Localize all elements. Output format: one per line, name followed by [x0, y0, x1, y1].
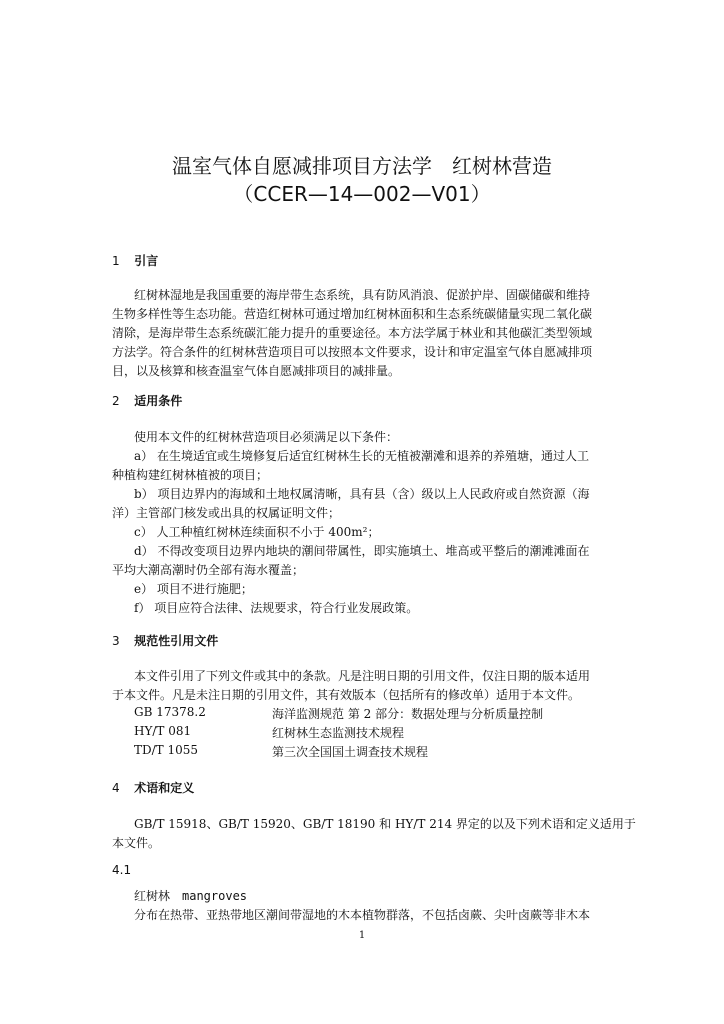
section-title: 术语和定义 [134, 781, 195, 795]
paragraph-line: GB/T 15918、GB/T 15920、GB/T 18190 和 HY/T 214 界定的以及下列术语和定义适用于 [134, 817, 636, 831]
document-title: 温室气体自愿减排项目方法学 红树林营造 [172, 154, 552, 178]
reference-code: GB 17378.2 [134, 705, 206, 719]
paragraph-line: 红树林湿地是我国重要的海岸带生态系统，具有防风消浪、促淤护岸、固碳储碳和维持 [134, 288, 591, 302]
list-item-continuation: 洋）主管部门核发或出具的权属证明文件； [112, 506, 341, 520]
list-item: f） 项目应符合法律、法规要求，符合行业发展政策。 [134, 601, 419, 615]
reference-code: HY/T 081 [134, 724, 192, 738]
term-heading: 红树林 mangroves [134, 889, 248, 903]
list-item-continuation: 平均大潮高潮时仍全部有海水覆盖； [112, 563, 305, 577]
list-item: d） 不得改变项目边界内地块的潮间带属性，即实施填土、堆高或平整后的潮滩滩面在 [134, 544, 590, 558]
section-heading-4 [112, 779, 194, 796]
section-heading-2 [112, 392, 182, 409]
paragraph-line: 于本文件。凡是未注日期的引用文件，其有效版本（包括所有的修改单）适用于本文件。 [112, 688, 581, 702]
list-item: c） 人工种植红树林连续面积不小于 400m²； [134, 525, 380, 539]
section-number: 4 [112, 781, 120, 795]
section-title: 规范性引用文件 [134, 634, 219, 648]
section-title: 适用条件 [134, 394, 183, 408]
subsection-number: 4.1 [112, 863, 132, 877]
paragraph-line: 本文件。 [112, 836, 161, 850]
list-item: e） 项目不进行施肥； [134, 582, 253, 596]
paragraph-line: 生物多样性等生态功能。营造红树林可通过增加红树林面积和生态系统碳储量实现二氧化碳 [112, 307, 593, 321]
reference-title: 第三次全国国土调查技术规程 [272, 745, 429, 759]
page-number: 1 [358, 930, 366, 941]
paragraph-line: 方法学。符合条件的红树林营造项目可以按照本文件要求，设计和审定温室气体自愿减排项 [112, 345, 593, 359]
list-item: b） 项目边界内的海域和土地权属清晰，具有县（含）级以上人民政府或自然资源（海 [134, 487, 590, 501]
term-definition: 分布在热带、亚热带地区潮间带湿地的木本植物群落，不包括卤蕨、尖叶卤蕨等非木本 [134, 908, 591, 922]
section-heading-1 [112, 252, 158, 269]
paragraph-line: 使用本文件的红树林营造项目必须满足以下条件： [134, 430, 399, 444]
section-number: 2 [112, 394, 120, 408]
list-item: a） 在生境适宜或生境修复后适宜红树林生长的无植被潮滩和退养的养殖塘，通过人工 [134, 449, 589, 463]
reference-code: TD/T 1055 [134, 743, 199, 757]
section-heading-3 [112, 632, 218, 649]
section-title: 引言 [134, 254, 159, 268]
paragraph-line: 清除，是海岸带生态系统碳汇能力提升的重要途径。本方法学属于林业和其他碳汇类型领域 [112, 326, 593, 340]
list-item-continuation: 种植构建红树林植被的项目； [112, 468, 269, 482]
paragraph-line: 本文件引用了下列文件或其中的条款。凡是注明日期的引用文件，仅注日期的版本适用 [134, 669, 591, 683]
reference-title: 海洋监测规范 第 2 部分：数据处理与分析质量控制 [272, 707, 544, 721]
section-number: 3 [112, 634, 120, 648]
document-code: （CCER—14—002—V01） [233, 182, 491, 206]
paragraph-line: 目，以及核算和核查温室气体自愿减排项目的减排量。 [112, 364, 401, 378]
section-number: 1 [112, 254, 120, 268]
reference-title: 红树林生态监测技术规程 [272, 726, 405, 740]
